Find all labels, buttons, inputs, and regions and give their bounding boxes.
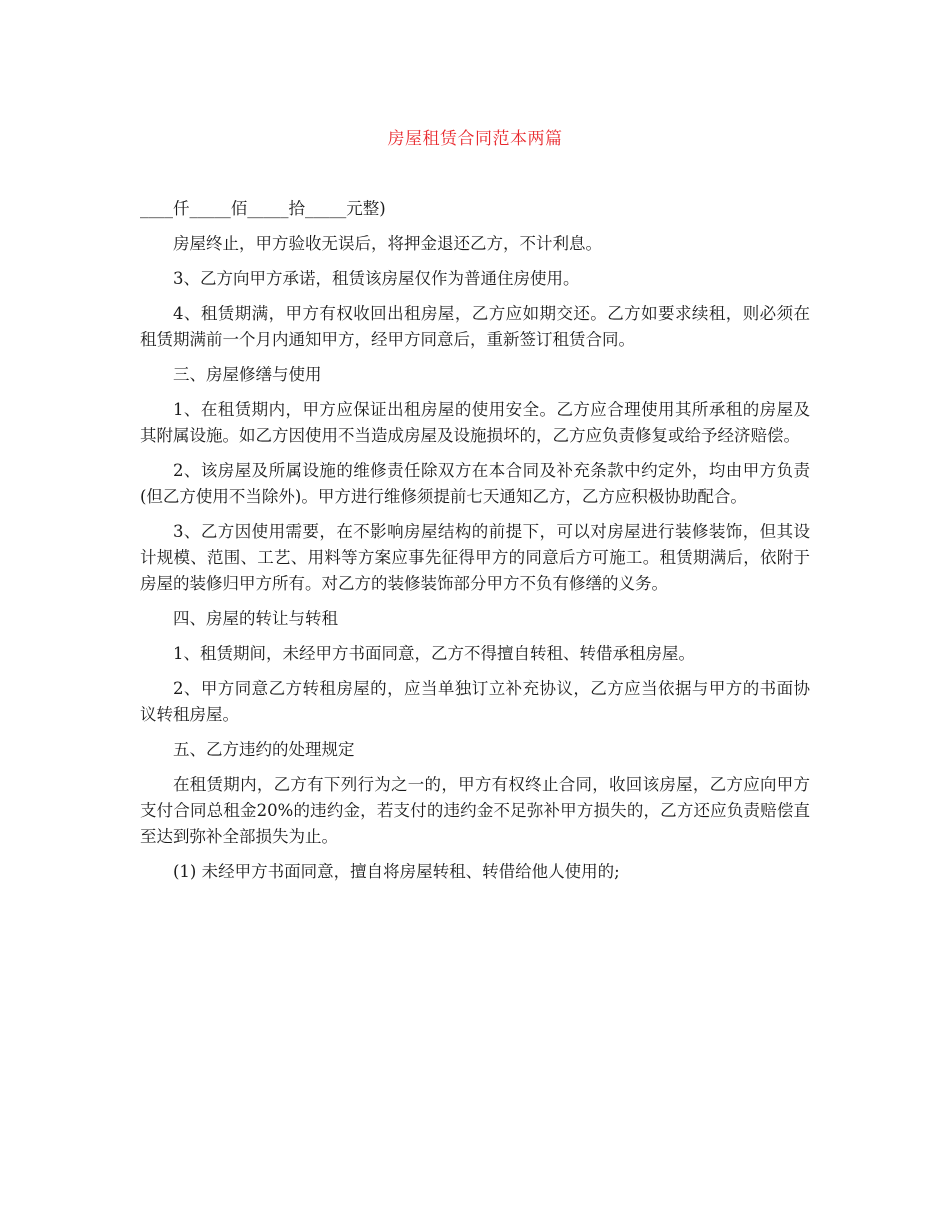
paragraph-sublease-2: 2、甲方同意乙方转租房屋的，应当单独订立补充协议，乙方应当依据与甲方的书面协议转租房屋。 — [140, 679, 810, 724]
section-heading-breach: 五、乙方违约的处理规定 — [173, 740, 355, 759]
document-body — [140, 196, 810, 894]
paragraph-lease-expiry: 4、租赁期满，甲方有权收回出租房屋，乙方应如期交还。乙方如要求续租，则必须在租赁期满前一个月内通知甲方，经甲方同意后，重新签订租赁合同。 — [140, 304, 810, 349]
paragraph-breach-item-1: (1) 未经甲方书面同意，擅自将房屋转租、转借给他人使用的; — [173, 862, 620, 881]
paragraph-repair-2: 2、该房屋及所属设施的维修责任除双方在本合同及补充条款中约定外，均由甲方负责(但乙方使用不当除外)。甲方进行维修须提前七天通知乙方，乙方应积极协助配合。 — [140, 461, 810, 506]
paragraph-breach: 在租赁期内，乙方有下列行为之一的，甲方有权终止合同，收回该房屋，乙方应向甲方支付合同总租金20%的违约金，若支付的违约金不足弥补甲方损失的，乙方还应负责赔偿直至达到弥补全部损失为止。 — [140, 775, 810, 846]
paragraph-sublease-1: 1、租赁期间，未经甲方书面同意，乙方不得擅自转租、转借承租房屋。 — [173, 644, 695, 663]
document-title: 房屋租赁合同范本两篇 — [387, 129, 563, 149]
section-heading-sublease: 四、房屋的转让与转租 — [173, 609, 338, 628]
paragraph-deposit-return: 房屋终止，甲方验收无误后，将押金退还乙方，不计利息。 — [173, 234, 602, 253]
paragraph-amount-blanks: ____仟_____佰_____拾_____元整) — [140, 199, 386, 218]
paragraph-residential-use: 3、乙方向甲方承诺，租赁该房屋仅作为普通住房使用。 — [173, 269, 580, 288]
paragraph-repair-1: 1、在租赁期内，甲方应保证出租房屋的使用安全。乙方应合理使用其所承租的房屋及其附属设施。如乙方因使用不当造成房屋及设施损坏的，乙方应负责修复或给予经济赔偿。 — [140, 400, 810, 445]
section-heading-repair: 三、房屋修缮与使用 — [173, 365, 322, 384]
paragraph-repair-3: 3、乙方因使用需要，在不影响房屋结构的前提下，可以对房屋进行装修装饰，但其设计规模、范围、工艺、用料等方案应事先征得甲方的同意后方可施工。租赁期满后，依附于房屋的装修归甲方所有。对乙方的装修装饰部分甲方不负有修缮的义务。 — [140, 522, 810, 593]
